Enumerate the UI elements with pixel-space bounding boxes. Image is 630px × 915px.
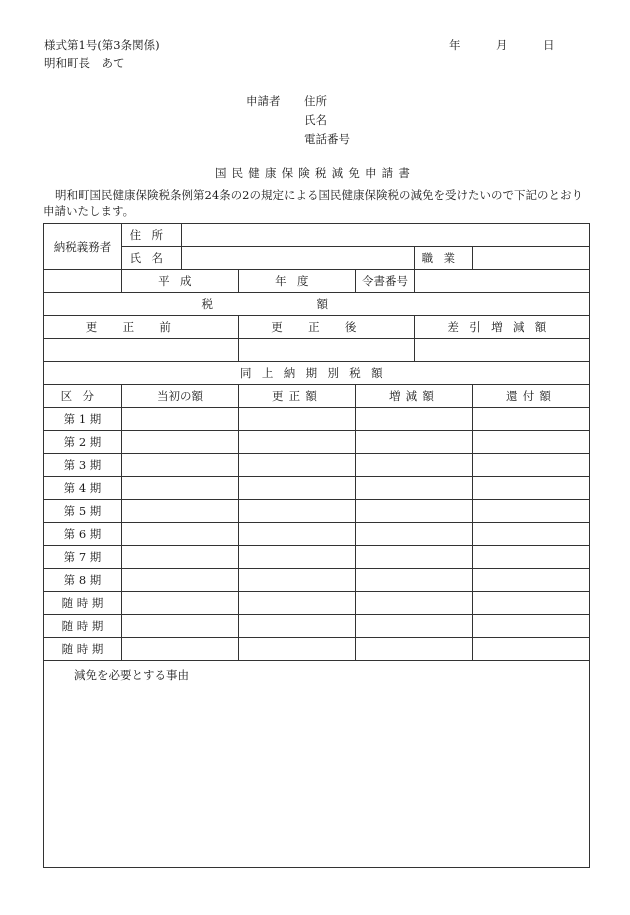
period-label: 第 3 期 — [44, 454, 122, 477]
applicant-phone-label: 電話番号 — [304, 132, 350, 146]
refund-amount-cell[interactable] — [473, 454, 590, 477]
notice-number-field[interactable] — [415, 270, 590, 293]
table-row — [44, 615, 590, 638]
column-initial-amount: 当初の額 — [122, 385, 239, 408]
period-tax-heading: 同上納期別税額 — [44, 362, 590, 385]
period-label: 第 6 期 — [44, 523, 122, 546]
column-refund-amount: 還付額 — [473, 385, 590, 408]
refund-amount-cell[interactable] — [473, 408, 590, 431]
period-label: 第 5 期 — [44, 500, 122, 523]
difference-field[interactable] — [415, 339, 590, 362]
fiscal-year-label: 年度 — [239, 270, 356, 293]
period-label: 第 8 期 — [44, 569, 122, 592]
corrected-amount-cell[interactable] — [239, 615, 356, 638]
table-row — [44, 477, 590, 500]
after-correction-field[interactable] — [239, 339, 415, 362]
change-amount-cell[interactable] — [356, 454, 473, 477]
taxpayer-address-field[interactable] — [182, 224, 590, 247]
initial-amount-cell[interactable] — [122, 408, 239, 431]
intro-paragraph: 明和町国民健康保険税条例第24条の2の規定による国民健康保険税の減免を受けたいので下記のとおり申請いたします。 — [43, 188, 583, 218]
period-label: 随 時 期 — [44, 638, 122, 661]
change-amount-cell[interactable] — [356, 523, 473, 546]
after-correction-label: 更正後 — [239, 316, 415, 339]
period-label: 第 2 期 — [44, 431, 122, 454]
initial-amount-cell[interactable] — [122, 638, 239, 661]
date-day-label: 日 — [543, 38, 555, 52]
notice-number-label: 令書番号 — [356, 270, 415, 293]
document-title: 国民健康保険税減免申請書 — [214, 166, 416, 180]
change-amount-cell[interactable] — [356, 569, 473, 592]
refund-amount-cell[interactable] — [473, 569, 590, 592]
occupation-field[interactable] — [473, 247, 590, 270]
change-amount-cell[interactable] — [356, 431, 473, 454]
corrected-amount-cell[interactable] — [239, 500, 356, 523]
corrected-amount-cell[interactable] — [239, 431, 356, 454]
application-form-table — [43, 223, 590, 868]
initial-amount-cell[interactable] — [122, 500, 239, 523]
initial-amount-cell[interactable] — [122, 569, 239, 592]
table-row — [44, 408, 590, 431]
period-label: 第 1 期 — [44, 408, 122, 431]
initial-amount-cell[interactable] — [122, 477, 239, 500]
column-corrected-amount: 更正額 — [239, 385, 356, 408]
addressee: 明和町長 あて — [44, 56, 125, 70]
date-year-label: 年 — [449, 38, 461, 52]
refund-amount-cell[interactable] — [473, 477, 590, 500]
reason-label: 減免を必要とする事由 — [74, 668, 189, 682]
before-correction-label: 更正前 — [44, 316, 239, 339]
table-row — [44, 638, 590, 661]
difference-label: 差引増減額 — [415, 316, 590, 339]
table-row — [44, 500, 590, 523]
refund-amount-cell[interactable] — [473, 638, 590, 661]
tax-amount-heading: 税額 — [44, 293, 590, 316]
applicant-name-label: 氏名 — [304, 113, 327, 127]
taxpayer-address-label: 住所 — [122, 224, 182, 247]
period-label: 随 時 期 — [44, 615, 122, 638]
change-amount-cell[interactable] — [356, 500, 473, 523]
date-month-label: 月 — [496, 38, 508, 52]
change-amount-cell[interactable] — [356, 546, 473, 569]
corrected-amount-cell[interactable] — [239, 454, 356, 477]
period-label: 第 7 期 — [44, 546, 122, 569]
before-correction-field[interactable] — [44, 339, 239, 362]
table-row — [44, 592, 590, 615]
refund-amount-cell[interactable] — [473, 592, 590, 615]
initial-amount-cell[interactable] — [122, 592, 239, 615]
taxpayer-name-label: 氏名 — [122, 247, 182, 270]
reason-field[interactable] — [44, 661, 590, 868]
refund-amount-cell[interactable] — [473, 431, 590, 454]
column-change-amount: 増減額 — [356, 385, 473, 408]
refund-amount-cell[interactable] — [473, 500, 590, 523]
table-row — [44, 569, 590, 592]
form-number: 様式第1号(第3条関係) — [44, 38, 160, 52]
change-amount-cell[interactable] — [356, 615, 473, 638]
table-row — [44, 454, 590, 477]
applicant-address-label: 住所 — [304, 94, 327, 108]
corrected-amount-cell[interactable] — [239, 592, 356, 615]
initial-amount-cell[interactable] — [122, 615, 239, 638]
change-amount-cell[interactable] — [356, 592, 473, 615]
corrected-amount-cell[interactable] — [239, 638, 356, 661]
period-label: 随 時 期 — [44, 592, 122, 615]
occupation-label: 職業 — [415, 247, 473, 270]
taxpayer-name-field[interactable] — [182, 247, 415, 270]
corrected-amount-cell[interactable] — [239, 477, 356, 500]
initial-amount-cell[interactable] — [122, 431, 239, 454]
corrected-amount-cell[interactable] — [239, 569, 356, 592]
corrected-amount-cell[interactable] — [239, 408, 356, 431]
change-amount-cell[interactable] — [356, 408, 473, 431]
applicant-label: 申請者 — [246, 94, 281, 108]
period-label: 第 4 期 — [44, 477, 122, 500]
column-division: 区分 — [44, 385, 122, 408]
initial-amount-cell[interactable] — [122, 546, 239, 569]
refund-amount-cell[interactable] — [473, 523, 590, 546]
corrected-amount-cell[interactable] — [239, 523, 356, 546]
initial-amount-cell[interactable] — [122, 454, 239, 477]
table-row — [44, 431, 590, 454]
initial-amount-cell[interactable] — [122, 523, 239, 546]
corrected-amount-cell[interactable] — [239, 546, 356, 569]
change-amount-cell[interactable] — [356, 477, 473, 500]
taxpayer-label: 納税義務者 — [44, 224, 122, 270]
table-row — [44, 546, 590, 569]
era-label: 平成 — [122, 270, 239, 293]
refund-amount-cell[interactable] — [473, 615, 590, 638]
table-row — [44, 523, 590, 546]
change-amount-cell[interactable] — [356, 638, 473, 661]
refund-amount-cell[interactable] — [473, 546, 590, 569]
